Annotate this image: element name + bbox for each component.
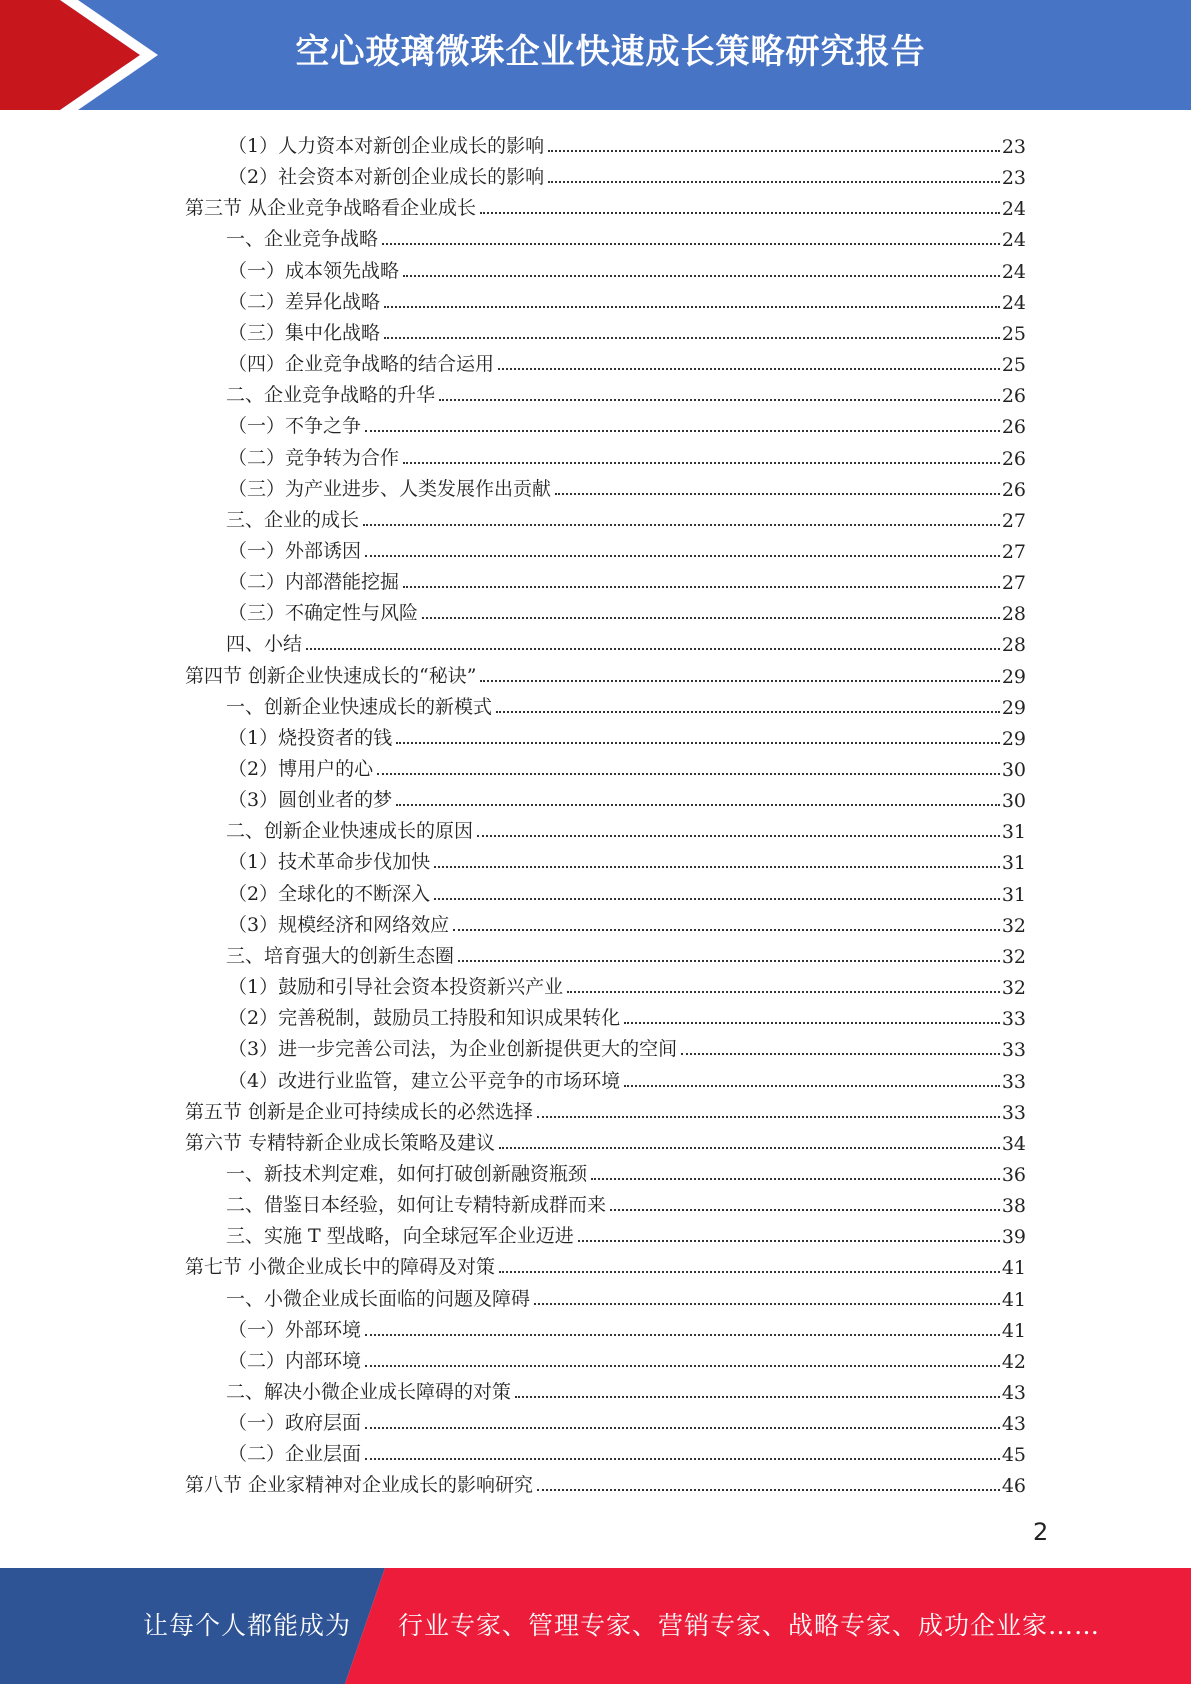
toc-dot-leader xyxy=(365,430,1000,432)
toc-entry-page: 24 xyxy=(1001,229,1026,252)
toc-entry[interactable] xyxy=(185,189,1026,220)
toc-entry-page: 32 xyxy=(1001,914,1026,937)
toc-dot-leader xyxy=(496,711,1000,713)
toc-dot-leader xyxy=(365,1365,1000,1367)
toc-dot-leader xyxy=(537,1489,1000,1491)
toc-dot-leader xyxy=(515,1396,1000,1398)
toc-entry[interactable] xyxy=(185,657,1026,688)
toc-entry-page: 33 xyxy=(1001,1070,1026,1093)
toc-entry[interactable] xyxy=(226,1373,1026,1404)
toc-entry-label: 三、实施 T 型战略，向全球冠军企业迈进 xyxy=(226,1225,574,1248)
toc-dot-leader xyxy=(567,991,1000,993)
toc-dot-leader xyxy=(396,804,1000,806)
toc-dot-leader xyxy=(548,181,1000,183)
toc-dot-leader xyxy=(434,866,1000,868)
toc-entry-label: 一、小微企业成长面临的问题及障碍 xyxy=(226,1287,531,1310)
toc-entry-label: 第三节 从企业竞争战略看企业成长 xyxy=(185,197,477,220)
toc-entry-label: （一）成本领先战略 xyxy=(228,259,400,282)
toc-entry-page: 31 xyxy=(1001,821,1026,844)
toc-entry[interactable] xyxy=(228,158,1026,189)
toc-entry[interactable] xyxy=(228,283,1026,314)
toc-entry-page: 28 xyxy=(1001,634,1026,657)
toc-entry[interactable] xyxy=(226,1280,1026,1311)
toc-entry[interactable] xyxy=(228,439,1026,470)
toc-entry-label: （2）社会资本对新创企业成长的影响 xyxy=(228,166,545,189)
toc-entry-label: （三）为产业进步、人类发展作出贡献 xyxy=(228,477,552,500)
toc-entry-label: （二）差异化战略 xyxy=(228,290,381,313)
footer-slogan-left: 让每个人都能成为 xyxy=(143,1611,352,1640)
toc-dot-leader xyxy=(548,150,1000,152)
toc-dot-leader xyxy=(499,1147,1000,1149)
toc-entry-page: 31 xyxy=(1001,852,1026,875)
toc-entry-page: 33 xyxy=(1001,1039,1026,1062)
document-title: 空心玻璃微珠企业快速成长策略研究报告 xyxy=(295,32,926,72)
toc-entry[interactable] xyxy=(226,688,1026,719)
toc-entry[interactable] xyxy=(228,594,1026,625)
toc-entry[interactable] xyxy=(226,220,1026,251)
toc-entry[interactable] xyxy=(228,1311,1026,1342)
toc-entry-page: 43 xyxy=(1001,1382,1026,1404)
toc-dot-leader xyxy=(403,462,1000,464)
toc-entry-label: 一、企业竞争战略 xyxy=(226,228,379,251)
page-header xyxy=(0,0,1191,110)
toc-entry-page: 32 xyxy=(1001,977,1026,1000)
toc-dot-leader xyxy=(306,648,1000,650)
toc-dot-leader xyxy=(365,1427,1000,1429)
toc-dot-leader xyxy=(578,1240,1000,1242)
toc-entry[interactable] xyxy=(228,127,1026,158)
toc-entry-page: 33 xyxy=(1001,1008,1026,1031)
toc-entry-label: 二、解决小微企业成长障碍的对策 xyxy=(226,1381,512,1403)
toc-entry[interactable] xyxy=(228,1342,1026,1373)
toc-entry[interactable] xyxy=(226,625,1026,656)
toc-entry-label: （一）政府层面 xyxy=(228,1412,362,1435)
toc-entry[interactable] xyxy=(228,1030,1026,1061)
toc-dot-leader xyxy=(458,960,1000,962)
footer-slogan-right: 行业专家、管理专家、营销专家、战略专家、成功企业家…… xyxy=(398,1611,1101,1640)
toc-entry-page: 27 xyxy=(1001,540,1026,563)
toc-entry-page: 29 xyxy=(1001,727,1026,750)
toc-entry-label: （2）全球化的不断深入 xyxy=(228,882,431,905)
toc-entry-label: （二）内部环境 xyxy=(228,1349,362,1372)
toc-dot-leader xyxy=(384,337,1000,339)
toc-entry[interactable] xyxy=(228,781,1026,812)
toc-entry-page: 32 xyxy=(1001,945,1026,968)
toc-dot-leader xyxy=(384,306,1000,308)
toc-entry-page: 23 xyxy=(1001,167,1026,190)
page-number: 2 xyxy=(1033,1518,1049,1546)
toc-entry[interactable] xyxy=(185,1248,1026,1279)
toc-entry-page: 43 xyxy=(1001,1413,1026,1436)
toc-entry-page: 36 xyxy=(1001,1163,1026,1186)
toc-entry-page: 39 xyxy=(1001,1226,1026,1249)
toc-entry[interactable] xyxy=(228,252,1026,283)
toc-entry-label: 一、新技术判定难，如何打破创新融资瓶颈 xyxy=(226,1162,588,1185)
toc-dot-leader xyxy=(624,1085,1000,1087)
toc-entry[interactable] xyxy=(226,1186,1026,1217)
toc-entry-page: 41 xyxy=(1001,1288,1026,1311)
toc-entry-page: 41 xyxy=(1001,1257,1026,1280)
toc-entry-label: 三、培育强大的创新生态圈 xyxy=(226,944,455,967)
toc-entry-label: 第六节 专精特新企业成长策略及建议 xyxy=(185,1131,496,1154)
toc-entry[interactable] xyxy=(228,345,1026,376)
toc-dot-leader xyxy=(403,586,1000,588)
toc-entry-page: 24 xyxy=(1001,260,1026,283)
toc-entry-label: （2）完善税制，鼓励员工持股和知识成果转化 xyxy=(228,1007,621,1030)
toc-dot-leader xyxy=(555,493,1000,495)
toc-entry-label: （1）人力资本对新创企业成长的影响 xyxy=(228,135,545,157)
toc-entry[interactable] xyxy=(226,1217,1026,1248)
toc-entry-label: （三）不确定性与风险 xyxy=(228,602,419,625)
toc-entry-page: 26 xyxy=(1001,478,1026,501)
toc-entry-label: （2）博用户的心 xyxy=(228,758,374,780)
toc-entry-page: 28 xyxy=(1001,603,1026,626)
toc-dot-leader xyxy=(377,773,1000,775)
toc-entry[interactable] xyxy=(226,376,1026,407)
toc-entry-page: 27 xyxy=(1001,509,1026,532)
toc-entry-label: 第八节 企业家精神对企业成长的影响研究 xyxy=(185,1474,534,1497)
toc-entry-label: （1）鼓励和引导社会资本投资新兴产业 xyxy=(228,976,564,999)
toc-dot-leader xyxy=(382,243,1000,245)
toc-entry-label: （3）圆创业者的梦 xyxy=(228,789,393,812)
toc-entry-page: 38 xyxy=(1001,1195,1026,1218)
toc-entry[interactable] xyxy=(228,1435,1026,1466)
toc-entry[interactable] xyxy=(185,1124,1026,1155)
toc-entry[interactable] xyxy=(228,470,1026,501)
toc-entry-label: （一）不争之争 xyxy=(228,415,362,438)
toc-entry-page: 29 xyxy=(1001,665,1026,688)
toc-entry-label: （1）烧投资者的钱 xyxy=(228,726,393,749)
toc-entry[interactable] xyxy=(228,1062,1026,1093)
toc-entry-label: （二）内部潜能挖掘 xyxy=(228,571,400,594)
toc-dot-leader xyxy=(396,742,1000,744)
toc-entry-page: 29 xyxy=(1001,696,1026,719)
toc-entry[interactable] xyxy=(185,1466,1026,1497)
toc-dot-leader xyxy=(499,1271,1000,1273)
toc-entry[interactable] xyxy=(185,1093,1026,1124)
toc-dot-leader xyxy=(480,212,1000,214)
toc-entry-page: 31 xyxy=(1001,883,1026,906)
toc-dot-leader xyxy=(453,929,1000,931)
toc-entry-page: 30 xyxy=(1001,759,1026,781)
toc-entry-label: （3）进一步完善公司法，为企业创新提供更大的空间 xyxy=(228,1038,678,1061)
toc-entry-label: （一）外部诱因 xyxy=(228,539,362,562)
toc-entry-page: 41 xyxy=(1001,1319,1026,1342)
toc-entry-label: （二）企业层面 xyxy=(228,1443,362,1466)
toc-entry-page: 24 xyxy=(1001,198,1026,221)
toc-entry-label: （1）技术革命步伐加快 xyxy=(228,851,431,874)
toc-entry[interactable] xyxy=(228,1404,1026,1435)
toc-entry-page: 46 xyxy=(1001,1475,1026,1498)
toc-entry-page: 45 xyxy=(1001,1444,1026,1467)
toc-dot-leader xyxy=(422,617,1000,619)
toc-entry[interactable] xyxy=(228,719,1026,750)
toc-dot-leader xyxy=(439,399,1000,401)
toc-entry-label: （一）外部环境 xyxy=(228,1318,362,1341)
toc-entry[interactable] xyxy=(228,999,1026,1030)
toc-entry-label: （四）企业竞争战略的结合运用 xyxy=(228,353,495,376)
toc-entry[interactable] xyxy=(228,843,1026,874)
toc-entry-label: 二、创新企业快速成长的原因 xyxy=(226,820,474,843)
toc-entry-label: 第七节 小微企业成长中的障碍及对策 xyxy=(185,1256,496,1279)
toc-dot-leader xyxy=(365,1458,1000,1460)
toc-entry-page: 23 xyxy=(1001,136,1026,158)
toc-dot-leader xyxy=(498,368,1000,370)
toc-entry-label: 二、企业竞争战略的升华 xyxy=(226,384,436,407)
toc-dot-leader xyxy=(534,1303,1000,1305)
toc-dot-leader xyxy=(403,275,1000,277)
toc-entry-label: （3）规模经济和网络效应 xyxy=(228,913,450,936)
toc-entry-label: （4）改进行业监管，建立公平竞争的市场环境 xyxy=(228,1069,621,1092)
toc-dot-leader xyxy=(480,680,999,682)
toc-dot-leader xyxy=(591,1178,1000,1180)
toc-dot-leader xyxy=(363,524,1000,526)
toc-entry-page: 26 xyxy=(1001,385,1026,408)
toc-entry[interactable] xyxy=(228,314,1026,345)
toc-entry[interactable] xyxy=(226,501,1026,532)
toc-dot-leader xyxy=(624,1022,1000,1024)
toc-entry-label: （三）集中化战略 xyxy=(228,321,381,344)
toc-dot-leader xyxy=(610,1209,1000,1211)
toc-entry[interactable] xyxy=(228,906,1026,937)
toc-dot-leader xyxy=(365,555,1000,557)
toc-entry-label: 第五节 创新是企业可持续成长的必然选择 xyxy=(185,1100,534,1123)
toc-entry-label: 二、借鉴日本经验，如何让专精特新成群而来 xyxy=(226,1194,607,1217)
toc-entry-page: 30 xyxy=(1001,790,1026,813)
toc-entry-page: 25 xyxy=(1001,322,1026,345)
toc-entry[interactable] xyxy=(228,968,1026,999)
toc-entry-page: 24 xyxy=(1001,291,1026,314)
toc-entry[interactable] xyxy=(226,937,1026,968)
toc-entry[interactable] xyxy=(228,407,1026,438)
page-footer xyxy=(0,1568,1191,1684)
toc-entry-label: 一、创新企业快速成长的新模式 xyxy=(226,695,493,718)
toc-entry-page: 33 xyxy=(1001,1101,1026,1124)
toc-entry[interactable] xyxy=(226,1155,1026,1186)
toc-entry-page: 42 xyxy=(1001,1350,1026,1373)
toc-entry-label: 三、企业的成长 xyxy=(226,508,360,531)
toc-entry-label: 第四节 创新企业快速成长的“秘诀” xyxy=(185,664,477,687)
toc-entry-page: 26 xyxy=(1001,447,1026,470)
toc-entry[interactable] xyxy=(228,563,1026,594)
toc-entry-page: 34 xyxy=(1001,1132,1026,1155)
toc-entry[interactable] xyxy=(228,532,1026,563)
toc-entry-page: 25 xyxy=(1001,354,1026,377)
toc-entry-page: 27 xyxy=(1001,572,1026,595)
toc-entry-label: 四、小结 xyxy=(226,633,303,656)
toc-dot-leader xyxy=(477,835,1000,837)
toc-entry-label: （二）竞争转为合作 xyxy=(228,446,400,469)
toc-entry[interactable] xyxy=(228,875,1026,906)
toc-entry-page: 26 xyxy=(1001,416,1026,439)
toc-dot-leader xyxy=(434,898,1000,900)
toc-dot-leader xyxy=(681,1053,1000,1055)
toc-dot-leader xyxy=(537,1116,1000,1118)
toc-dot-leader xyxy=(365,1334,1000,1336)
toc-entry[interactable] xyxy=(228,750,1026,781)
toc-entry[interactable] xyxy=(226,812,1026,843)
